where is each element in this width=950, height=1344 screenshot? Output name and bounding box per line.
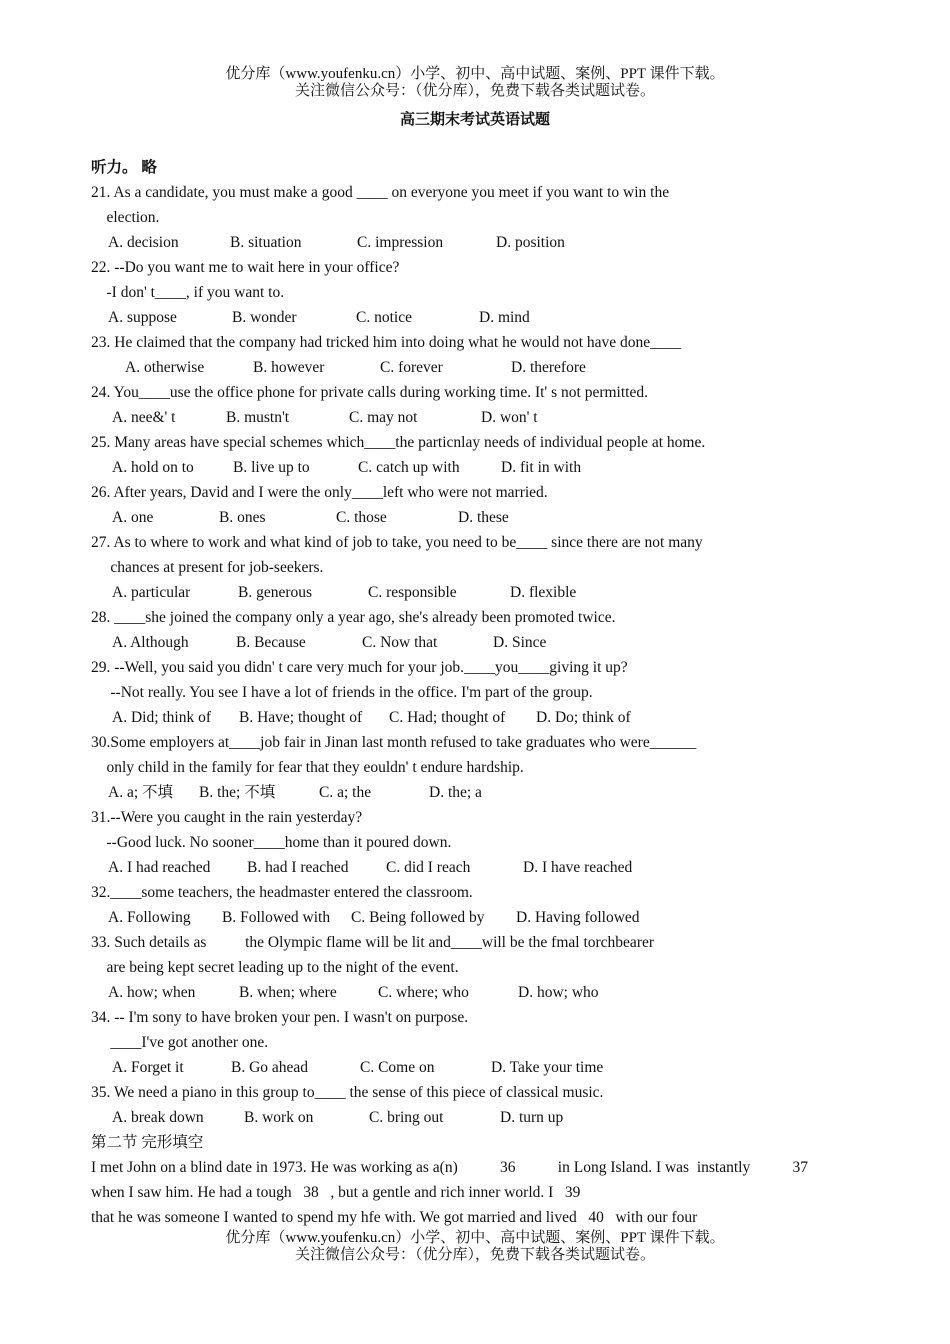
option-c[interactable]: C. did I reach <box>386 859 471 876</box>
option-d[interactable]: D. these <box>458 509 509 526</box>
option-d[interactable]: D. Since <box>493 634 547 651</box>
option-a[interactable]: A. Forget it <box>112 1059 184 1076</box>
option-d[interactable]: D. therefore <box>511 359 586 376</box>
question-stem: 35. We need a piano in this group to____ the sense of this piece of classical music. <box>91 1084 604 1101</box>
cloze-line-2: when I saw him. He had a tough 38 , but a gentle and rich inner world. I 39 <box>91 1184 581 1201</box>
option-c[interactable]: C. may not <box>349 409 418 426</box>
option-c[interactable]: C. catch up with <box>358 459 460 476</box>
option-d[interactable]: D. turn up <box>500 1109 564 1126</box>
option-d[interactable]: D. how; who <box>518 984 599 1001</box>
question-stem: 30.Some employers at____job fair in Jinan last month refused to take graduates who were______ <box>91 734 697 751</box>
option-a[interactable]: A. particular <box>112 584 191 601</box>
option-a[interactable]: A. a; 不填 <box>108 784 174 801</box>
option-b[interactable]: B. Go ahead <box>231 1059 309 1076</box>
options-row <box>91 980 821 1005</box>
question-item <box>91 330 821 380</box>
question-item <box>91 805 821 880</box>
question-stem-continued: only child in the family for fear that they eouldn' t endure hardship. <box>91 759 524 776</box>
question-stem: 28. ____she joined the company only a year ago, she's already been promoted twice. <box>91 609 616 626</box>
option-b[interactable]: B. however <box>253 359 325 376</box>
options-row <box>91 230 821 255</box>
question-stem: 26. After years, David and I were the only____left who were not married. <box>91 484 548 501</box>
question-stem: 24. You____use the office phone for private calls during working time. It' s not permitted. <box>91 384 648 401</box>
option-c[interactable]: C. forever <box>380 359 443 376</box>
option-b[interactable]: B. Followed with <box>222 909 331 926</box>
question-stem: 27. As to where to work and what kind of job to take, you need to be____ since there are not many <box>91 534 703 551</box>
option-a[interactable]: A. otherwise <box>125 359 205 376</box>
question-item <box>91 255 821 330</box>
footer-line-1: 优分库（www.youfenku.cn）小学、初中、高中试题、案例、PPT 课件下载。 <box>225 1230 725 1246</box>
question-stem: 32.____some teachers, the headmaster entered the classroom. <box>91 884 473 901</box>
question-stem-continued: --Good luck. No sooner____home than it poured down. <box>91 834 452 851</box>
options-row <box>91 705 821 730</box>
option-d[interactable]: D. flexible <box>510 584 577 601</box>
option-b[interactable]: B. situation <box>230 234 302 251</box>
question-item <box>91 605 821 655</box>
option-c[interactable]: C. responsible <box>368 584 457 601</box>
option-b[interactable]: B. ones <box>219 509 266 526</box>
question-stem: 29. --Well, you said you didn' t care very much for your job.____you____giving it up? <box>91 659 628 676</box>
question-list <box>91 180 821 1130</box>
page-title: 高三期末考试英语试题 <box>399 112 550 128</box>
footer-line-2: 关注微信公众号：（优分库），免费下载各类试题试卷。 <box>294 1247 655 1263</box>
section2-heading: 第二节 完形填空 <box>91 1134 204 1151</box>
option-c[interactable]: C. Had; thought of <box>389 709 506 726</box>
option-d[interactable]: D. won' t <box>481 409 538 426</box>
question-item <box>91 880 821 930</box>
option-a[interactable]: A. break down <box>112 1109 204 1126</box>
question-item <box>91 1080 821 1130</box>
question-stem: 21. As a candidate, you must make a good ____ on everyone you meet if you want to win the <box>91 184 670 201</box>
question-item <box>91 530 821 605</box>
option-a[interactable]: A. suppose <box>108 309 177 326</box>
options-row <box>91 780 821 805</box>
cloze-blank-36: 36 <box>500 1159 516 1176</box>
option-d[interactable]: D. I have reached <box>523 859 633 876</box>
question-stem: 33. Such details as the Olympic flame will be lit and____will be the fmal torchbearer <box>91 934 655 951</box>
option-a[interactable]: A. one <box>112 509 154 526</box>
options-row <box>91 305 821 330</box>
question-stem: 23. He claimed that the company had tricked him into doing what he would not have done____ <box>91 334 682 351</box>
option-c[interactable]: C. where; who <box>378 984 469 1001</box>
question-stem-continued: ____I've got another one. <box>91 1034 269 1051</box>
option-a[interactable]: A. Although <box>112 634 189 651</box>
cloze-blank-37: 37 <box>792 1159 808 1176</box>
options-row <box>91 505 821 530</box>
question-stem-continued: -I don' t____, if you want to. <box>91 284 285 301</box>
option-a[interactable]: A. nee&' t <box>112 409 176 426</box>
option-a[interactable]: A. Did; think of <box>112 709 212 726</box>
question-stem: 25. Many areas have special schemes which____the particnlay needs of individual people at home. <box>91 434 706 451</box>
option-b[interactable]: B. generous <box>238 584 313 601</box>
cloze-text-1b: in Long Island. I was instantly <box>557 1159 751 1176</box>
option-d[interactable]: D. Take your time <box>491 1059 604 1076</box>
option-a[interactable]: A. how; when <box>108 984 196 1001</box>
question-item <box>91 730 821 805</box>
question-stem: 31.--Were you caught in the rain yesterday? <box>91 809 363 826</box>
option-d[interactable]: D. position <box>496 234 565 251</box>
option-c[interactable]: C. bring out <box>369 1109 444 1126</box>
options-row <box>91 1055 821 1080</box>
listening-note: 听力。 略 <box>91 159 157 176</box>
option-b[interactable]: B. when; where <box>239 984 337 1001</box>
option-b[interactable]: B. wonder <box>232 309 297 326</box>
options-row <box>91 630 821 655</box>
page-footer <box>0 1230 950 1264</box>
question-stem-continued: chances at present for job-seekers. <box>91 559 324 576</box>
option-d[interactable]: D. mind <box>479 309 530 326</box>
cloze-line-1 <box>91 1155 808 1180</box>
question-item <box>91 930 821 1005</box>
option-c[interactable]: C. those <box>336 509 387 526</box>
cloze-line-3: that he was someone I wanted to spend my hfe with. We got married and lived 40 with our four <box>91 1209 698 1226</box>
options-row <box>91 1105 821 1130</box>
option-d[interactable]: D. fit in with <box>501 459 582 476</box>
options-row <box>91 405 821 430</box>
question-stem-continued: election. <box>91 209 160 226</box>
option-b[interactable]: B. the; 不填 <box>199 784 276 801</box>
option-b[interactable]: B. work on <box>244 1109 314 1126</box>
question-item <box>91 1005 821 1080</box>
option-c[interactable]: C. Being followed by <box>351 909 485 926</box>
option-c[interactable]: C. a; the <box>319 784 372 801</box>
question-stem: 22. --Do you want me to wait here in your office? <box>91 259 400 276</box>
question-item <box>91 430 821 480</box>
question-item <box>91 380 821 430</box>
header-line-1: 优分库（www.youfenku.cn）小学、初中、高中试题、案例、PPT 课件下载。 <box>225 66 725 82</box>
option-a[interactable]: A. I had reached <box>108 859 211 876</box>
option-c[interactable]: C. Now that <box>362 634 438 651</box>
cloze-text-1a: I met John on a blind date in 1973. He was working as a(n) <box>91 1159 458 1176</box>
option-d[interactable]: D. Having followed <box>516 909 640 926</box>
options-row <box>91 355 821 380</box>
question-stem-continued: --Not really. You see I have a lot of friends in the office. I'm part of the group. <box>91 684 593 701</box>
options-row <box>91 905 821 930</box>
option-a[interactable]: A. Following <box>108 909 191 926</box>
option-d[interactable]: D. the; a <box>429 784 482 801</box>
option-b[interactable]: B. Have; thought of <box>239 709 363 726</box>
options-row <box>91 580 821 605</box>
option-b[interactable]: B. Because <box>236 634 306 651</box>
option-c[interactable]: C. impression <box>357 234 444 251</box>
question-stem: 34. -- I'm sony to have broken your pen. I wasn't on purpose. <box>91 1009 469 1026</box>
question-item <box>91 480 821 530</box>
option-a[interactable]: A. decision <box>108 234 179 251</box>
question-item <box>91 655 821 730</box>
option-a[interactable]: A. hold on to <box>112 459 194 476</box>
question-item <box>91 180 821 255</box>
document-body <box>91 155 821 1230</box>
option-b[interactable]: B. live up to <box>233 459 310 476</box>
header-line-2: 关注微信公众号：（优分库），免费下载各类试题试卷。 <box>294 83 655 99</box>
question-stem-continued: are being kept secret leading up to the night of the event. <box>91 959 459 976</box>
options-row <box>91 455 821 480</box>
option-c[interactable]: C. Come on <box>360 1059 435 1076</box>
page-header <box>0 66 950 100</box>
option-d[interactable]: D. Do; think of <box>536 709 631 726</box>
option-b[interactable]: B. had I reached <box>247 859 349 876</box>
option-b[interactable]: B. mustn't <box>226 409 290 426</box>
options-row <box>91 855 821 880</box>
option-c[interactable]: C. notice <box>356 309 412 326</box>
